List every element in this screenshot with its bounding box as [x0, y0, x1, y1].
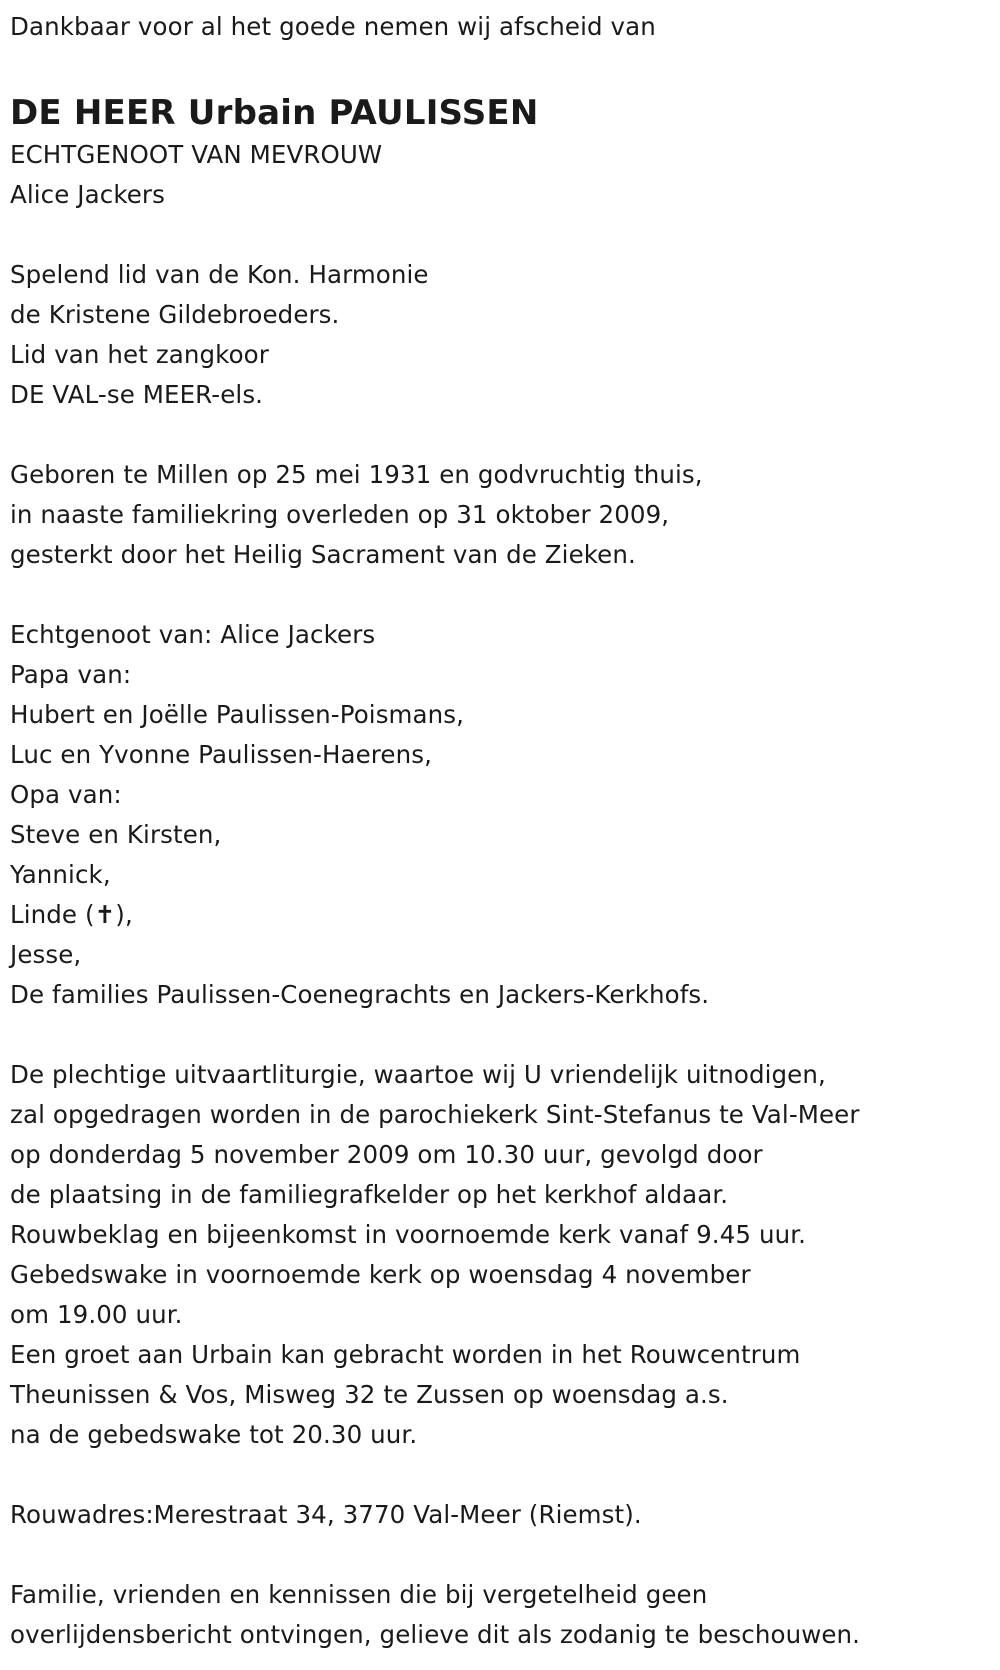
spouse-name: Alice Jackers [10, 180, 165, 209]
spacer [10, 1455, 990, 1495]
deceased-name: DE HEER Urbain PAULISSEN [10, 93, 539, 133]
spacer [10, 1535, 990, 1575]
mourning-address: Rouwadres:Merestraat 34, 3770 Val-Meer (Riemst). [10, 1500, 642, 1529]
funeral-line: op donderdag 5 november 2009 om 10.30 uur, gevolgd door [10, 1140, 763, 1169]
funeral-section [10, 1055, 990, 1455]
family-line: Hubert en Joëlle Paulissen-Poismans, [10, 700, 465, 729]
life-line: in naaste familiekring overleden op 31 oktober 2009, [10, 500, 670, 529]
funeral-line: zal opgedragen worden in de parochiekerk Sint-Stefanus te Val-Meer [10, 1100, 860, 1129]
family-line: Yannick, [10, 860, 111, 889]
spacer [10, 215, 990, 255]
closing-line: overlijdensbericht ontvingen, gelieve dit als zodanig te beschouwen. [10, 1620, 861, 1649]
family-line: Luc en Yvonne Paulissen-Haerens, [10, 740, 432, 769]
family-line: Steve en Kirsten, [10, 820, 222, 849]
funeral-line: Rouwbeklag en bijeenkomst in voornoemde kerk vanaf 9.45 uur. [10, 1220, 807, 1249]
memberships-section [10, 255, 990, 415]
family-line: Opa van: [10, 780, 122, 809]
family-section [10, 615, 990, 1015]
spouse-title: ECHTGENOOT VAN MEVROUW [10, 140, 383, 169]
family-line: De families Paulissen-Coenegrachts en Jackers-Kerkhofs. [10, 980, 710, 1009]
funeral-line: De plechtige uitvaartliturgie, waartoe wij U vriendelijk uitnodigen, [10, 1060, 826, 1089]
membership-line: Lid van het zangkoor [10, 340, 269, 369]
funeral-line: Gebedswake in voornoemde kerk op woensdag 4 november [10, 1260, 751, 1289]
closing-line: Familie, vrienden en kennissen die bij vergetelheid geen [10, 1580, 708, 1609]
life-line: Geboren te Millen op 25 mei 1931 en godvruchtig thuis, [10, 460, 703, 489]
family-line: Echtgenoot van: Alice Jackers [10, 620, 376, 649]
spacer [10, 415, 990, 455]
funeral-line: Een groet aan Urbain kan gebracht worden in het Rouwcentrum [10, 1340, 801, 1369]
death-notice [10, 7, 990, 1655]
funeral-line: na de gebedswake tot 20.30 uur. [10, 1420, 418, 1449]
spacer [10, 575, 990, 615]
family-line: Papa van: [10, 660, 132, 689]
membership-line: DE VAL-se MEER-els. [10, 380, 264, 409]
life-line: gesterkt door het Heilig Sacrament van de Zieken. [10, 540, 636, 569]
membership-line: de Kristene Gildebroeders. [10, 300, 340, 329]
family-line: Linde (✝), [10, 900, 133, 929]
spacer [10, 1015, 990, 1055]
closing-section [10, 1575, 990, 1655]
membership-line: Spelend lid van de Kon. Harmonie [10, 260, 429, 289]
family-line: Jesse, [10, 940, 82, 969]
funeral-line: de plaatsing in de familiegrafkelder op het kerkhof aldaar. [10, 1180, 729, 1209]
life-section [10, 455, 990, 575]
funeral-line: Theunissen & Vos, Misweg 32 te Zussen op woensdag a.s. [10, 1380, 729, 1409]
funeral-line: om 19.00 uur. [10, 1300, 183, 1329]
intro-text: Dankbaar voor al het goede nemen wij afscheid van [10, 12, 656, 41]
